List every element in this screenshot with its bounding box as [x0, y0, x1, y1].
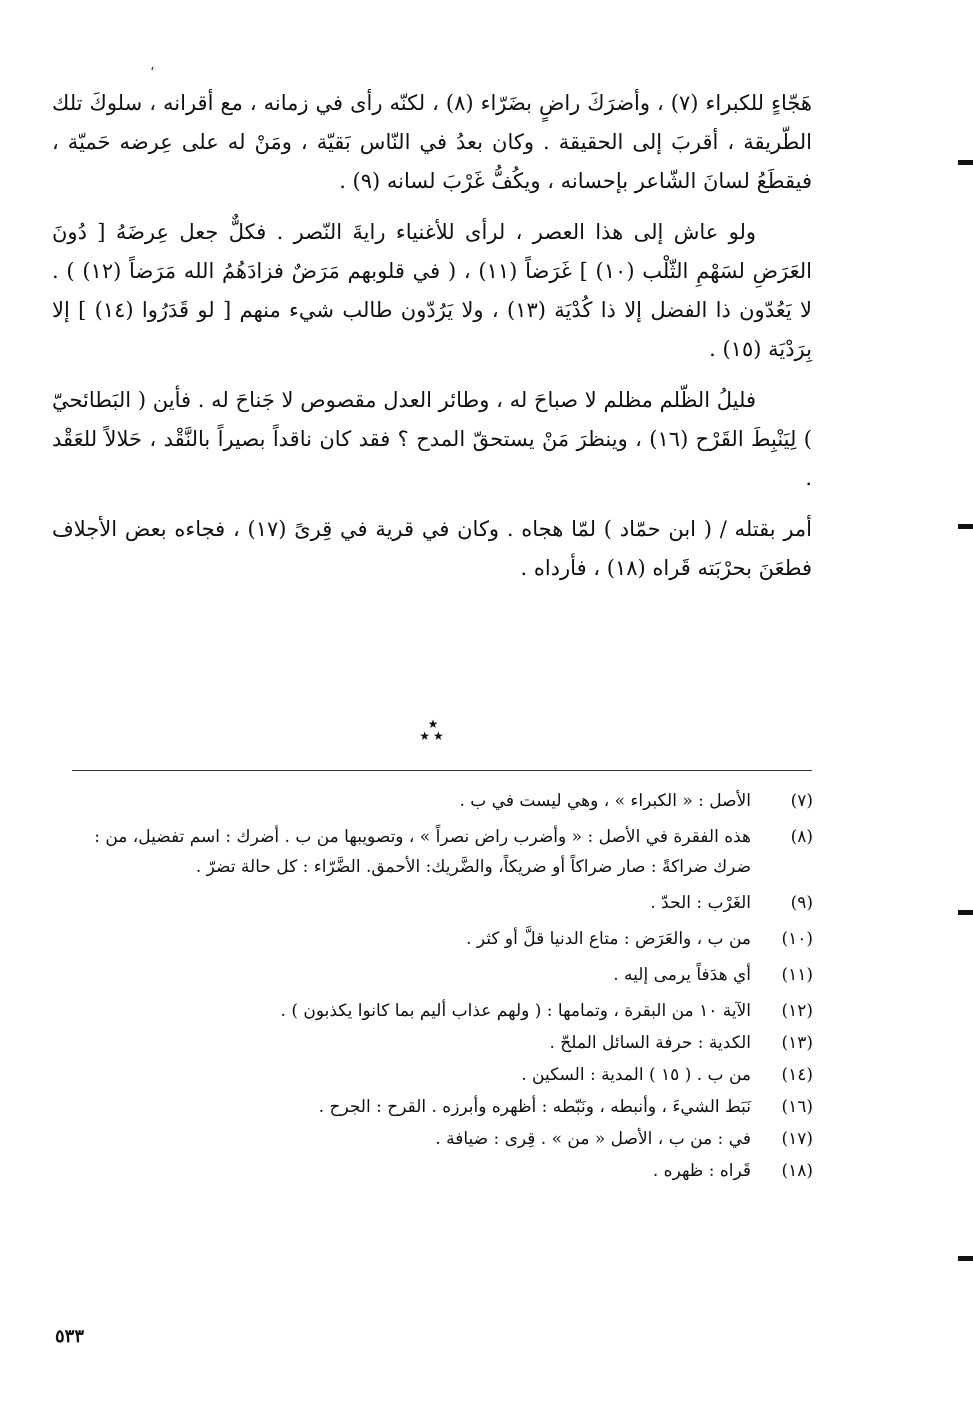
footnote [58, 1124, 813, 1154]
footnote-text: من ب . ( ١٥ ) المدية : السكين . [521, 1065, 751, 1085]
footnote-text: الآية ١٠ من البقرة ، وتمامها : ( ولهم عذاب أليم بما كانوا يكذبون ) . [280, 1001, 751, 1021]
footnote-divider [72, 770, 812, 771]
footnote-number: (١٨) [781, 1161, 813, 1181]
footnote-text: الكدية : حرفة السائل الملحّ . [549, 1033, 751, 1053]
footnote-number: (١١) [781, 965, 813, 985]
footnote-text: الأصل : « الكبراء » ، وهي ليست في ب . [459, 791, 751, 811]
footnote-number: (١٤) [781, 1065, 813, 1085]
footnote [58, 822, 813, 882]
footnote-number: (١٢) [781, 1001, 813, 1021]
separator-star-bottom: ★★ [419, 729, 447, 743]
main-text [52, 84, 812, 600]
scan-edge-mark [958, 524, 973, 529]
section-separator [0, 718, 866, 742]
footnote [58, 786, 813, 816]
footnote-number: (٩) [790, 893, 813, 913]
footnote-text: من ب ، والعَرَض : متاع الدنيا قلَّ أو كثر . [466, 929, 751, 949]
footnotes [58, 786, 813, 1188]
footnote-number: (١٧) [781, 1129, 813, 1149]
top-mark: ، [150, 58, 155, 74]
footnote-number: (١٠) [781, 929, 813, 949]
footnote-text: قَراه : ظهره . [652, 1161, 751, 1181]
scan-edge-mark [958, 1256, 973, 1261]
footnote-number: (١٦) [781, 1097, 813, 1117]
footnote-number: (٧) [790, 791, 813, 811]
footnote-text: في : من ب ، الأصل « من » . قِرى : ضيافة . [435, 1129, 751, 1149]
footnote-text: هذه الفقرة في الأصل : « وأضرب راض نصراً » ، وتصويبها من ب . أضرك : اسم تفضيل، من : ضرك ضراكةً : صار ضراكاً أو ضريكاً، والضَّريك: الأحمق. الضَّرّاء : كل حالة تضرّ . [94, 827, 751, 877]
footnote [58, 960, 813, 990]
paragraph-3: فليلُ الظّلم مظلم لا صباحَ له ، وطائر العدل مقصوص لا جَناحَ له . فأين ( البَطائحيّ ) لِيَنْبِطَ القَرْح (١٦) ، وينظرَ مَنْ يستحقّ المدح ؟ فقد كان ناقداً بصيراً بالنَّقْد ، حَلالاً للعَقْد . [52, 388, 812, 490]
footnote-text: أي هدَفاً يرمى إليه . [613, 965, 751, 985]
paragraph-4: أمر بقتله / ( ابن حمّاد ) لمّا هجاه . وكان في قرية في قِرىً (١٧) ، فجاءه بعض الأجلاف فطعَنَ بحرْبَته قَراه (١٨) ، فأرداه . [52, 517, 813, 580]
footnote [58, 1156, 813, 1186]
paragraph-1: هَجّاءٍ للكبراء (٧) ، وأضرَكَ راضٍ بضَرّاء (٨) ، لكنّه رأى في زمانه ، مع أقرانه ، سلوكَ تلك الطّريقة ، أقربَ إلى الحقيقة . وكان بعدُ في النّاس بَقيّة ، ومَنْ له على عِرضه حَميّة ، فيقطَعُ لسانَ الشّاعر بإحسانه ، ويكُفُّ غَرْبَ لسانه (٩) . [52, 91, 812, 193]
footnote [58, 1060, 813, 1090]
footnote [58, 924, 813, 954]
footnote [58, 1092, 813, 1122]
page-number: ٥٣٣ [55, 1326, 85, 1347]
footnote [58, 888, 813, 918]
footnote-number: (١٣) [781, 1033, 813, 1053]
footnote-text: نَبَط الشيءَ ، وأنبطه ، ونَبّطه : أظهره وأبرزه . القرح : الجرح . [318, 1097, 751, 1117]
separator-star-top: ★ [427, 717, 439, 731]
paragraph-2: ولو عاش إلى هذا العصر ، لرأى للأغنياء رايةَ النّصر . فكلٌّ جعل عِرضَهُ [ دُونَ العَرَضِ لسَهْمِ الثّلْب (١٠) ] غَرَضاً (١١) ، ( في قلوبهم مَرَضٌ فزادَهُمُ الله مَرَضاً (١٢) ) . لا يَعُدّون ذا الفضل إلا ذا كُدْيَة (١٣) ، ولا يَرُدّون طالب شيء منهم [ لو قَدَرُوا (١٤) ] إلا بِرَدْيَة (١٥) . [52, 220, 812, 361]
footnote-text: الغَرْب : الحدّ . [650, 893, 751, 913]
footnote [58, 996, 813, 1026]
scan-edge-mark [958, 910, 973, 915]
scan-edge-mark [958, 160, 973, 165]
footnote-number: (٨) [790, 827, 813, 847]
footnote [58, 1028, 813, 1058]
